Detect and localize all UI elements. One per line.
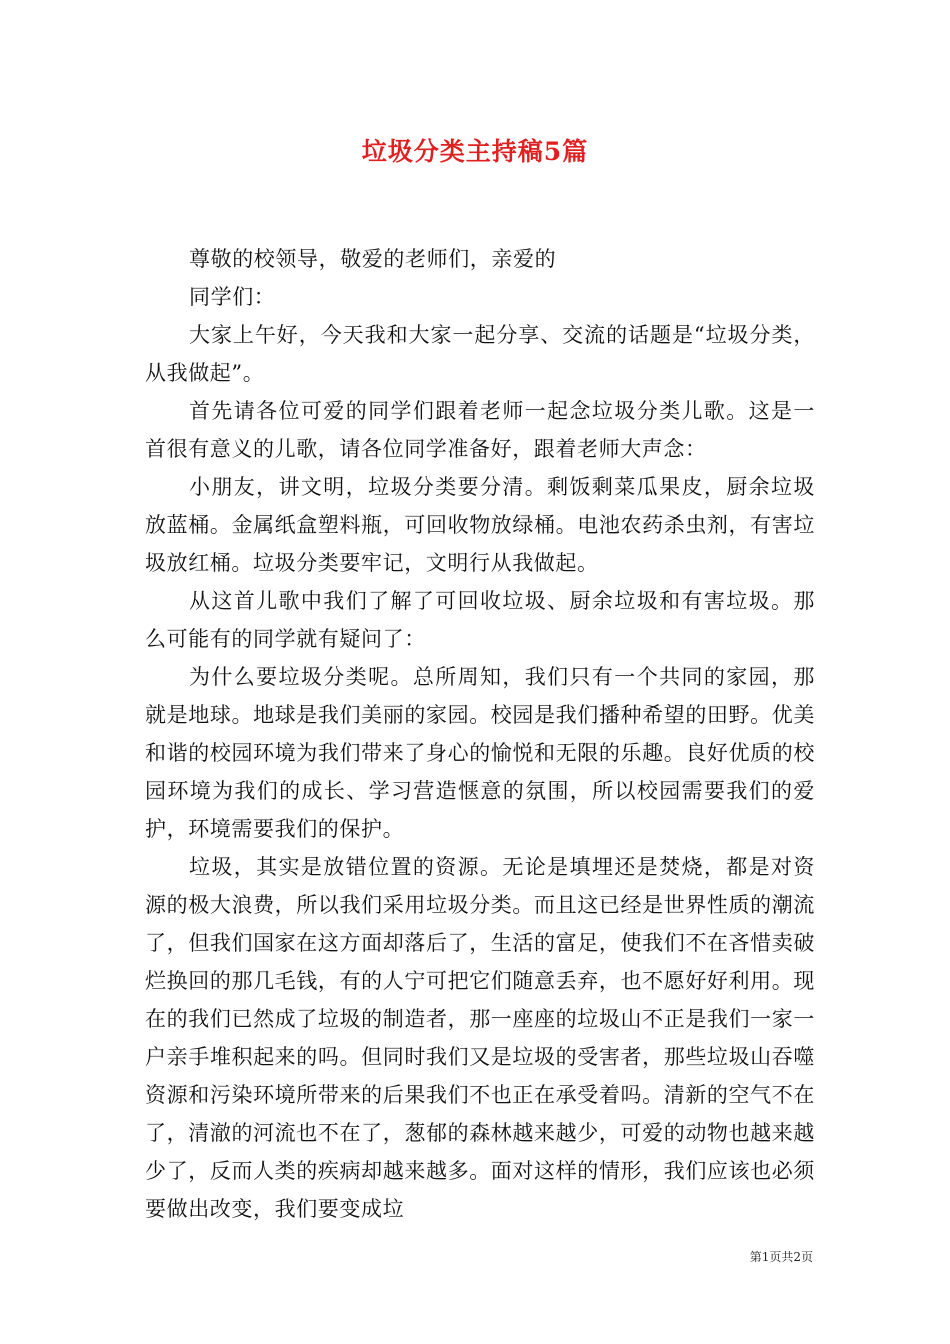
paragraph-why-sort: 为什么要垃圾分类呢。总所周知，我们只有一个共同的家园，那就是地球。地球是我们美丽的家园。校园是我们播种希望的田野。优美和谐的校园环境为我们带来了身心的愉悦和无限的乐趣。良好优质的校园环境为我们的成长、学习营造惬意的氛围，所以校园需要我们的爱护，环境需要我们的保护。 (145, 665, 815, 841)
page-number: 第1页共2页 (749, 1250, 813, 1264)
document-body (145, 240, 815, 1228)
paragraph-intro-song: 首先请各位可爱的同学们跟着老师一起念垃圾分类儿歌。这是一首很有意义的儿歌，请各位同学准备好，跟着老师大声念： (145, 399, 815, 461)
paragraph-greeting: 大家上午好，今天我和大家一起分享、交流的话题是“垃圾分类，从我做起”。 (145, 323, 815, 385)
document-title: 垃圾分类主持稿5篇 (361, 137, 589, 166)
paragraph-song-lyrics: 小朋友，讲文明，垃圾分类要分清。剩饭剩菜瓜果皮，厨余垃圾放蓝桶。金属纸盒塑料瓶，可回收物放绿桶。电池农药杀虫剂，有害垃圾放红桶。垃圾分类要牢记，文明行从我做起。 (145, 475, 815, 575)
paragraph-resources: 垃圾，其实是放错位置的资源。无论是填埋还是焚烧，都是对资源的极大浪费，所以我们采用垃圾分类。而且这已经是世界性质的潮流了，但我们国家在这方面却落后了，生活的富足，使我们不在吝惜卖破烂换回的那几毛钱，有的人宁可把它们随意丢弃，也不愿好好利用。现在的我们已然成了垃圾的制造者，那一座座的垃圾山不正是我们一家一户亲手堆积起来的吗。但同时我们又是垃圾的受害者，那些垃圾山吞噬资源和污染环境所带来的后果我们不也正在承受着吗。清新的空气不在了，清澈的河流也不在了，葱郁的森林越来越少，可爱的动物也越来越少了，反而人类的疾病却越来越多。面对这样的情形，我们应该也必须要做出改变，我们要变成垃 (145, 855, 815, 1221)
paragraph-salutation-cont: 同学们： (189, 285, 276, 309)
paragraph-salutation: 尊敬的校领导，敬爱的老师们，亲爱的 (189, 247, 557, 271)
paragraph-song-summary: 从这首儿歌中我们了解了可回收垃圾、厨余垃圾和有害垃圾。那么可能有的同学就有疑问了： (145, 589, 815, 651)
